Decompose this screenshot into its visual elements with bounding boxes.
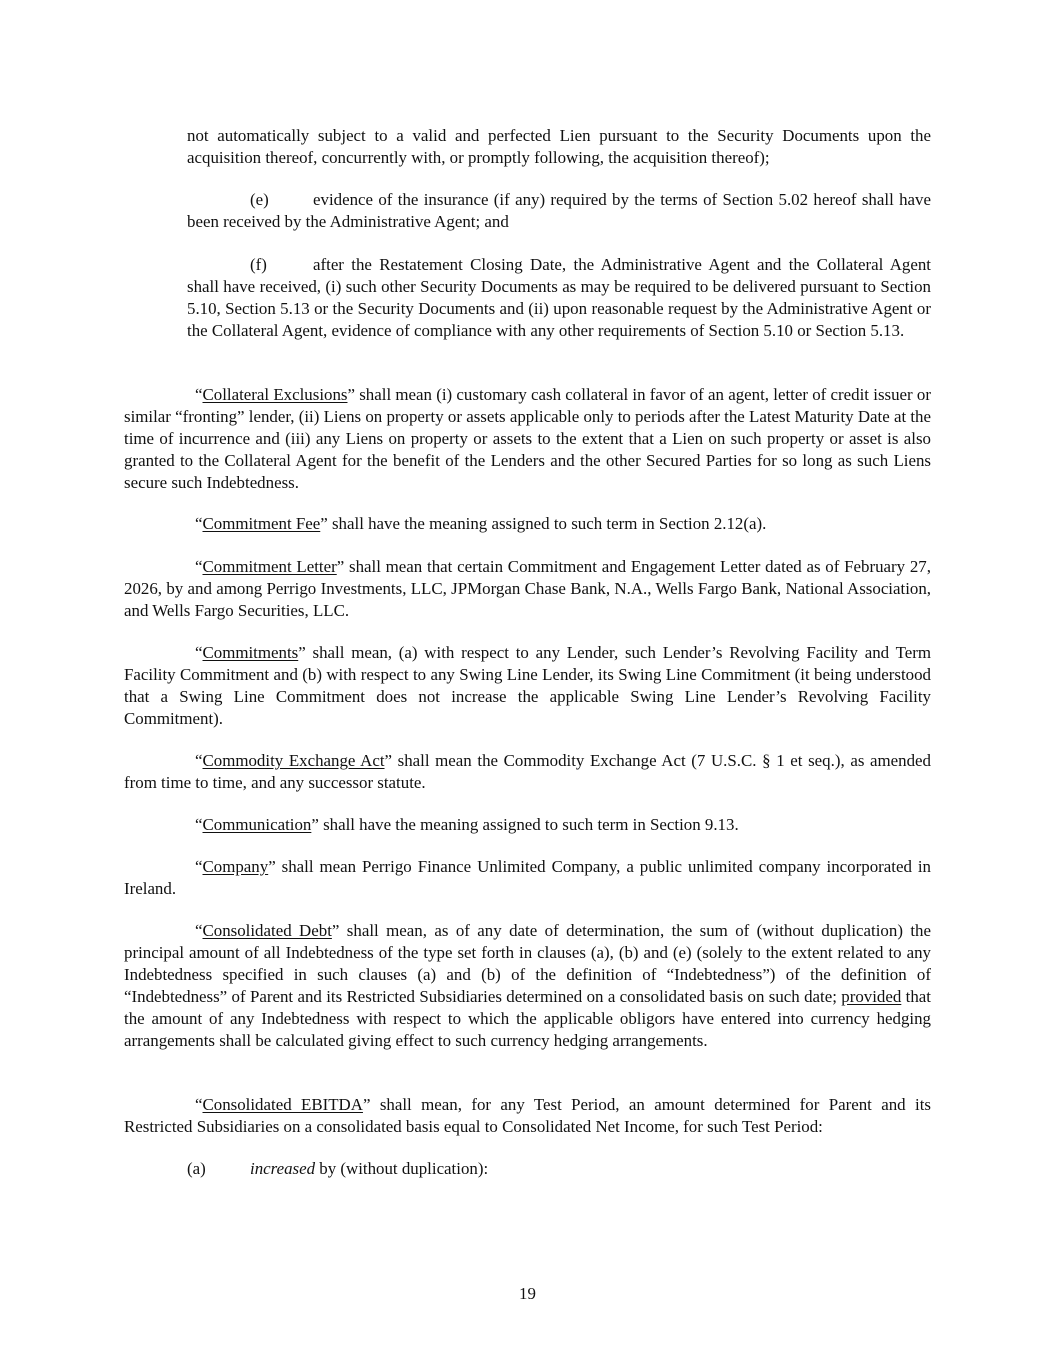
definition-text: ” shall have the meaning assigned to such term in Section 9.13.: [311, 815, 739, 834]
definition-text: ” shall mean, (a) with respect to any Lender, such Lender’s Revolving Facility and Term Facility Commitment and (b) with respect to any Swing Line Lender, its Swing Line Commitment (it being understood that a Swing Line Commitment does not increase the applicable Swing Line Lender’s Revolving Facility Commitment).: [124, 643, 931, 728]
defined-term: Consolidated EBITDA: [202, 1095, 363, 1114]
clause-a-text: by (without duplication):: [315, 1159, 489, 1178]
open-quote: “: [195, 751, 203, 770]
definition-commitment-letter: [124, 556, 931, 622]
definition-text: ” shall mean the Commodity Exchange Act (7 U.S.C. § 1 et seq.), as amended from time to time, and any successor statute.: [124, 751, 931, 792]
definition-text: ” shall mean (i) customary cash collateral in favor of an agent, letter of credit issuer or similar “fronting” lender, (ii) Liens on property or assets applicable only to periods after the Latest Maturity Date at the time of incurrence and (iii) any Liens on property or assets to the extent that a Lien on such property or asset is also granted to the Collateral Agent for the benefit of the Lenders and the other Secured Parties for so long as such Liens secure such Indebtedness.: [124, 385, 931, 492]
clause-e-text: evidence of the insurance (if any) required by the terms of Section 5.02 hereof shall have been received by the Administrative Agent; and: [187, 190, 931, 231]
clause-a: [187, 1158, 931, 1180]
defined-term: Company: [202, 857, 269, 876]
defined-term: Commitment Fee: [202, 514, 321, 533]
clause-e-label: (e): [250, 190, 269, 209]
defined-term: Commitments: [202, 643, 299, 662]
definition-commitments: [124, 642, 931, 730]
clause-e: [187, 189, 931, 233]
defined-term: Collateral Exclusions: [202, 385, 348, 404]
definition-consolidated-ebitda: [124, 1094, 931, 1138]
open-quote: “: [195, 815, 203, 834]
defined-term: Consolidated Debt: [202, 921, 332, 940]
clause-f: [187, 254, 931, 342]
open-quote: “: [195, 514, 203, 533]
definition-text: ” shall have the meaning assigned to such term in Section 2.12(a).: [320, 514, 767, 533]
provided-term: provided: [841, 987, 902, 1006]
clause-f-label: (f): [250, 255, 267, 274]
open-quote: “: [195, 385, 203, 404]
defined-term: Communication: [202, 815, 312, 834]
definition-company: [124, 856, 931, 900]
open-quote: “: [195, 857, 203, 876]
clause-f-text: after the Restatement Closing Date, the Administrative Agent and the Collateral Agent shall have received, (i) such other Security Documents as may be required to be delivered pursuant to Section 5.10, Section 5.13 or the Security Documents and (ii) upon reasonable request by the Administrative Agent or the Collateral Agent, evidence of compliance with any other requirements of Section 5.10 or Section 5.13.: [187, 255, 931, 340]
definition-communication: [124, 814, 931, 836]
open-quote: “: [195, 557, 203, 576]
definition-commodity-exchange-act: [124, 750, 931, 794]
page-number: 19: [519, 1284, 536, 1303]
defined-term: Commitment Letter: [202, 557, 337, 576]
definition-consolidated-debt: [124, 920, 931, 1052]
clause-a-label: (a): [187, 1159, 206, 1178]
definition-commitment-fee: [124, 513, 931, 535]
defined-term: Commodity Exchange Act: [202, 751, 385, 770]
clause-a-italic: increased: [250, 1159, 316, 1178]
definition-text: ” shall mean Perrigo Finance Unlimited Company, a public unlimited company incorporated in Ireland.: [124, 857, 931, 898]
open-quote: “: [195, 1095, 203, 1114]
definition-text: ” shall mean, as of any date of determination, the sum of (without duplication) the principal amount of all Indebtedness of the type set forth in clauses (a), (b) and (e) (solely to the extent related to any Indebtedness specified in such clauses (a) and (b) of the definition of “Indebtedness”) of the definition of “Indebtedness” of Parent and its Restricted Subsidiaries determined on a consolidated basis on such date;: [124, 921, 931, 1006]
open-quote: “: [195, 643, 203, 662]
open-quote: “: [195, 921, 203, 940]
definition-collateral-exclusions: [124, 384, 931, 494]
definition-text: ” shall mean that certain Commitment and Engagement Letter dated as of February 27, 2026, by and among Perrigo Investments, LLC, JPMorgan Chase Bank, N.A., Wells Fargo Bank, National Association, and Wells Fargo Securities, LLC.: [124, 557, 931, 620]
definition-text-continued: that the amount of any Indebtedness with respect to which the applicable obligors have entered into currency hedging arrangements shall be calculated giving effect to such currency hedging arrangements.: [124, 987, 931, 1050]
definition-text: ” shall mean, for any Test Period, an amount determined for Parent and its Restricted Subsidiaries on a consolidated basis equal to Consolidated Net Income, for such Test Period:: [124, 1095, 931, 1136]
paragraph-continuation: not automatically subject to a valid and perfected Lien pursuant to the Security Documents upon the acquisition thereof, concurrently with, or promptly following, the acquisition thereof);: [187, 126, 931, 167]
